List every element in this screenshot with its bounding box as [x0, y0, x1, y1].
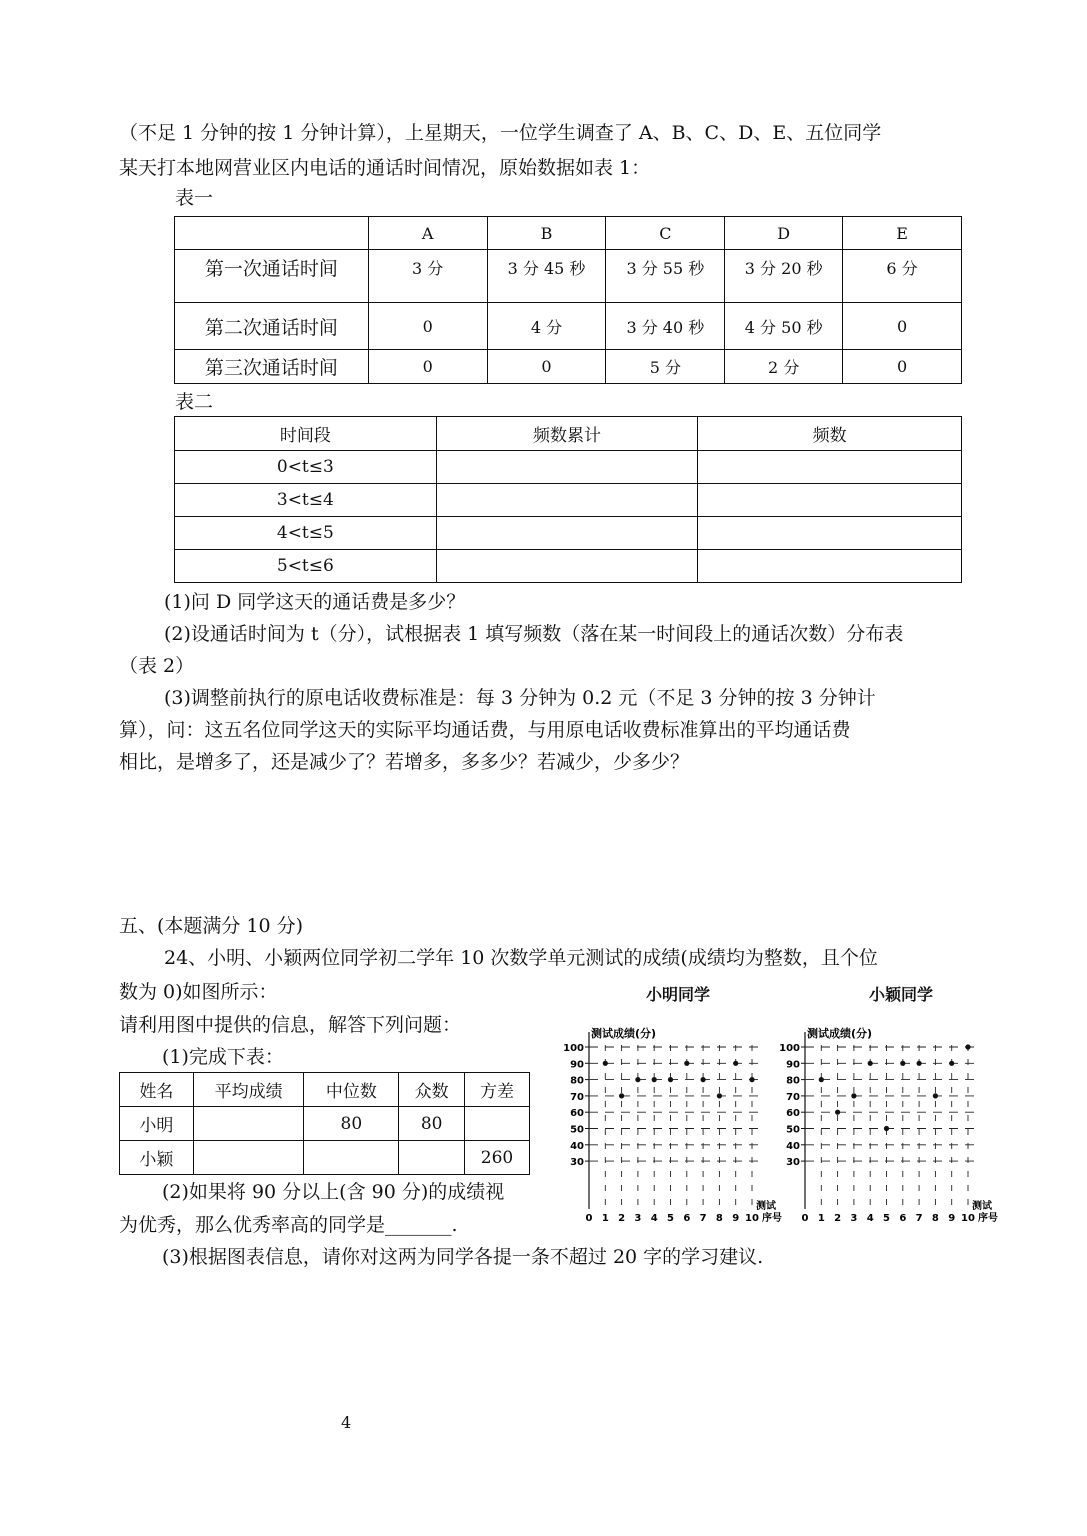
data-point — [668, 1077, 673, 1082]
table-cell: 80 — [399, 1107, 465, 1141]
data-point — [900, 1061, 905, 1066]
q23-part1: (1)问 D 同学这天的通话费是多少？ — [164, 591, 466, 613]
table-cell: 0 — [368, 350, 487, 384]
x-tick-label: 9 — [732, 1213, 740, 1224]
data-point — [733, 1061, 738, 1066]
x-tick-label: 8 — [715, 1213, 723, 1224]
x-tick-label: 0 — [585, 1213, 593, 1224]
data-point — [749, 1077, 754, 1082]
q24-line1: 24、小明、小颖两位同学初二学年 10 次数学单元测试的成绩(成绩均为整数，且个位 — [164, 947, 878, 969]
table-cell: 小明 — [120, 1107, 194, 1141]
x-axis-label-line2: 序号 — [762, 1213, 782, 1224]
table-cell: 3 分 — [368, 250, 487, 303]
table-row — [175, 484, 962, 517]
y-axis-label: 测试成绩(分) — [807, 1027, 873, 1040]
table-header-row — [120, 1073, 530, 1107]
table-cell: 260 — [465, 1141, 530, 1175]
data-point — [635, 1077, 640, 1082]
x-tick-label: 10 — [745, 1213, 759, 1224]
x-tick-label: 2 — [618, 1213, 626, 1224]
interval-cell: 5<t≤6 — [175, 550, 437, 583]
section-heading: 五、(本题满分 10 分) — [119, 915, 304, 937]
q24-line2: 数为 0)如图所示： — [119, 981, 278, 1003]
y-tick-label: 30 — [786, 1157, 800, 1169]
x-tick-label: 5 — [883, 1213, 890, 1224]
blank-cell[interactable] — [436, 517, 698, 550]
table-cell: 3 分 40 秒 — [606, 303, 725, 350]
data-point — [835, 1110, 840, 1115]
y-tick-label: 100 — [563, 1043, 584, 1054]
y-tick-label: 70 — [786, 1091, 800, 1103]
blank-cell[interactable] — [698, 484, 962, 517]
table-cell[interactable] — [193, 1107, 304, 1141]
data-point — [684, 1061, 689, 1066]
x-axis-label-line1: 测试 — [972, 1201, 992, 1212]
blank-cell[interactable] — [698, 451, 962, 484]
table-cell: 0 — [843, 350, 962, 384]
data-point — [965, 1044, 970, 1049]
x-tick-label: 3 — [634, 1213, 642, 1224]
xiaoming-score-chart — [560, 1024, 790, 1224]
interval-cell: 0<t≤3 — [175, 451, 437, 484]
q23-part3-line2: 算），问：这五名位同学这天的实际平均通话费，与用原电话收费标准算出的平均通话费 — [119, 719, 851, 741]
table-row — [120, 1107, 530, 1141]
table-cell: 3 分 55 秒 — [606, 250, 725, 303]
x-axis-label-line2: 序号 — [978, 1213, 998, 1224]
data-point — [603, 1061, 608, 1066]
y-tick-label: 50 — [570, 1124, 584, 1136]
blank-cell[interactable] — [698, 550, 962, 583]
table-row — [175, 451, 962, 484]
x-tick-label: 1 — [601, 1213, 609, 1224]
data-point — [701, 1077, 706, 1082]
table-cell: 6 分 — [843, 250, 962, 303]
table-row — [175, 517, 962, 550]
row-label: 第三次通话时间 — [175, 350, 369, 384]
intro-line-1: （不足 1 分钟的按 1 分钟计算），上星期天，一位学生调查了 A、B、C、D、E、五位同学 — [119, 122, 882, 144]
y-tick-label: 40 — [570, 1140, 584, 1152]
table-cell: 0 — [843, 303, 962, 350]
frequency-table — [174, 416, 962, 583]
y-tick-label: 70 — [570, 1091, 584, 1103]
x-tick-label: 9 — [948, 1213, 956, 1224]
table-header-row — [175, 417, 962, 451]
x-tick-label: 10 — [961, 1213, 975, 1224]
x-tick-label: 5 — [667, 1213, 674, 1224]
data-point — [933, 1093, 938, 1098]
data-point — [917, 1061, 922, 1066]
q23-part3-line1: (3)调整前执行的原电话收费标准是：每 3 分钟为 0.2 元（不足 3 分钟的按 3 分钟计 — [164, 687, 876, 709]
data-point — [868, 1061, 873, 1066]
data-point — [717, 1093, 722, 1098]
blank-cell[interactable] — [698, 517, 962, 550]
table-header-row — [175, 217, 962, 250]
header-cell: 频数累计 — [436, 417, 698, 451]
table-cell[interactable] — [193, 1141, 304, 1175]
y-tick-label: 90 — [570, 1059, 584, 1071]
x-tick-label: 4 — [650, 1213, 658, 1224]
header-cell: 众数 — [399, 1073, 465, 1107]
x-tick-label: 3 — [850, 1213, 858, 1224]
header-cell: 姓名 — [120, 1073, 194, 1107]
row-label: 第一次通话时间 — [175, 250, 369, 303]
table-row — [175, 350, 962, 384]
table-cell: 2 分 — [725, 350, 843, 384]
x-tick-label: 7 — [699, 1213, 707, 1224]
header-cell: 方差 — [465, 1073, 530, 1107]
header-cell: 频数 — [698, 417, 962, 451]
x-tick-label: 4 — [866, 1213, 874, 1224]
y-tick-label: 40 — [786, 1140, 800, 1152]
q23-part3-line3: 相比，是增多了，还是减少了？若增多，多多少？若减少，少多少？ — [119, 751, 690, 773]
header-cell — [175, 217, 369, 250]
q24-sub3: (3)根据图表信息，请你对这两为同学各提一条不超过 20 字的学习建议. — [162, 1246, 764, 1268]
table-cell: 5 分 — [606, 350, 725, 384]
y-tick-label: 80 — [570, 1075, 584, 1087]
q24-sub2-line2: 为优秀，那么优秀率高的同学是_______. — [119, 1214, 458, 1236]
y-tick-label: 30 — [570, 1157, 584, 1169]
chart-title-xiaoying: 小颖同学 — [869, 985, 934, 1004]
table2-caption: 表二 — [175, 391, 214, 413]
y-axis-label: 测试成绩(分) — [591, 1027, 657, 1040]
page-number: 4 — [341, 1413, 352, 1432]
x-tick-label: 8 — [931, 1213, 939, 1224]
interval-cell: 3<t≤4 — [175, 484, 437, 517]
y-tick-label: 50 — [786, 1124, 800, 1136]
y-tick-label: 60 — [786, 1108, 800, 1120]
x-tick-label: 2 — [834, 1213, 842, 1224]
table-cell: 4 分 50 秒 — [725, 303, 843, 350]
intro-line-2: 某天打本地网营业区内电话的通话时间情况，原始数据如表 1： — [119, 157, 651, 179]
blank-cell[interactable] — [436, 451, 698, 484]
q24-line3: 请利用图中提供的信息，解答下列问题： — [119, 1014, 462, 1036]
x-axis-label-line1: 测试 — [756, 1201, 776, 1212]
header-cell: 中位数 — [304, 1073, 399, 1107]
y-tick-label: 60 — [570, 1108, 584, 1120]
data-point — [851, 1093, 856, 1098]
data-point — [949, 1061, 954, 1066]
interval-cell: 4<t≤5 — [175, 517, 437, 550]
table-cell: 3 分 20 秒 — [725, 250, 843, 303]
table-cell: 0 — [487, 350, 606, 384]
table-cell: 小颖 — [120, 1141, 194, 1175]
y-tick-label: 100 — [779, 1043, 800, 1054]
xiaoying-score-chart — [776, 1024, 1006, 1224]
header-cell: 平均成绩 — [193, 1073, 304, 1107]
y-tick-label: 90 — [786, 1059, 800, 1071]
table-row — [175, 550, 962, 583]
x-tick-label: 0 — [801, 1213, 809, 1224]
table-row — [120, 1141, 530, 1175]
x-tick-label: 6 — [899, 1213, 907, 1224]
table-cell: 3 分 45 秒 — [487, 250, 606, 303]
data-point — [884, 1126, 889, 1131]
header-cell: A — [368, 217, 487, 250]
x-tick-label: 6 — [683, 1213, 691, 1224]
table-row — [175, 303, 962, 350]
header-cell: 时间段 — [175, 417, 437, 451]
header-cell: B — [487, 217, 606, 250]
row-label: 第二次通话时间 — [175, 303, 369, 350]
q24-sub1: (1)完成下表： — [162, 1046, 284, 1068]
table1-caption: 表一 — [175, 187, 214, 209]
q24-sub2-line1: (2)如果将 90 分以上(含 90 分)的成绩视 — [162, 1181, 505, 1203]
table-cell: 0 — [368, 303, 487, 350]
x-tick-label: 7 — [915, 1213, 923, 1224]
call-time-table — [174, 216, 962, 384]
header-cell: C — [606, 217, 725, 250]
table-cell: 80 — [304, 1107, 399, 1141]
q23-part2-line2: （表 2） — [119, 655, 195, 677]
header-cell: E — [843, 217, 962, 250]
header-cell: D — [725, 217, 843, 250]
chart-title-xiaoming: 小明同学 — [646, 985, 711, 1004]
data-point — [819, 1077, 824, 1082]
y-tick-label: 80 — [786, 1075, 800, 1087]
stats-table — [119, 1072, 530, 1175]
table-cell[interactable] — [399, 1141, 465, 1175]
table-cell: 4 分 — [487, 303, 606, 350]
blank-cell[interactable] — [436, 550, 698, 583]
q23-part2-line1: (2)设通话时间为 t（分），试根据表 1 填写频数（落在某一时间段上的通话次数）分布表 — [164, 623, 904, 645]
table-row — [175, 250, 962, 303]
data-point — [652, 1077, 657, 1082]
x-tick-label: 1 — [817, 1213, 825, 1224]
data-point — [619, 1093, 624, 1098]
table-cell[interactable] — [465, 1107, 530, 1141]
table-cell[interactable] — [304, 1141, 399, 1175]
blank-cell[interactable] — [436, 484, 698, 517]
